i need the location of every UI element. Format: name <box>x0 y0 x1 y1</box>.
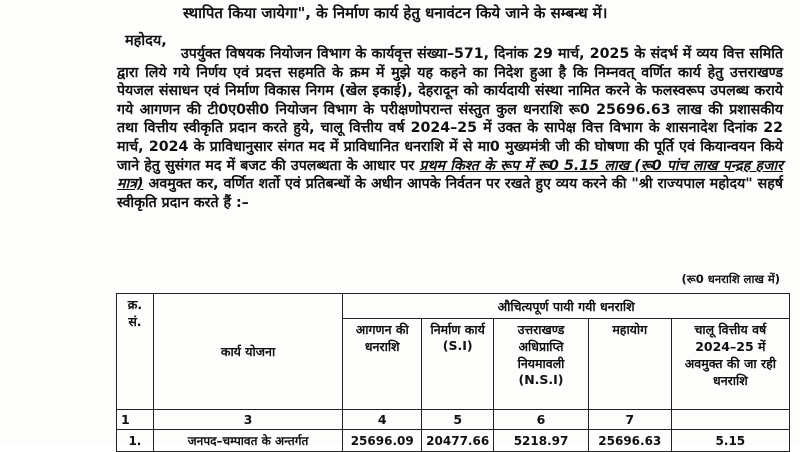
num-col-3: 4 <box>343 410 422 430</box>
header-estimate: आगणन की धनराशि <box>343 319 422 410</box>
header-row-1 <box>117 294 790 319</box>
paragraph-part-1: उपर्युक्त विषयक नियोजन विभाग के कार्यवृत्त संख्या–571, दिनांक 29 मार्च, 2025 के संदर्भ में व्यय वित्त समिति द्वारा लिये गये निर्णय एवं प्रदत्त सहमति के क्रम में मुझे यह कहने का निदेश हुआ है कि निम्नवत् वर्णित कार्य हेतु उत्तराखण्ड पेयजल संसाधन एवं निर्माण विकास निगम (खेल इकाई), देहरादून को कार्यदायी संस्था नामित करने के फलस्वरूप उपलब्ध कराये गये आगणन की टी0ए0सी0 नियोजन विभाग के परीक्षणोपरान्त संस्तुत कुल धनराशि रू0 25696.63 लाख की प्रशासकीय तथा वित्तीय स्वीकृति प्रदान करते हुये, चालू वित्तीय वर्ष 2024–25 में उक्त के सापेक्ष वित्त विभाग के शासनादेश दिनांक 22 मार्च, 2024 के प्राविधानुसार संगत मद में प्राविधानित धनराशि में से मा0 मुख्यमंत्री जी की घोषणा की पूर्ति एवं कियान्वयन किये जाने हेतु सुसंगत मद में बजट की उपलब्धता के आधार पर <box>117 46 783 174</box>
row1-construction: 20477.66 <box>422 430 494 452</box>
table-row <box>117 430 790 452</box>
subject-continuation: स्थापित किया जायेगा", के निर्माण कार्य हेतु धनावंटन किये जाने के सम्बन्ध में। <box>183 4 608 22</box>
row1-released: 5.15 <box>671 430 789 452</box>
num-col-4: 5 <box>422 410 494 430</box>
header-justified-amount: औचित्यपूर्ण पायी गयी धनराशि <box>343 294 790 319</box>
header-construction: निर्माण कार्य (S.I) <box>422 319 494 410</box>
header-released: चालू वित्तीय वर्ष 2024–25 में अवमुक्त की जा रही धनराशि <box>671 319 789 410</box>
num-col-6: 7 <box>588 410 671 430</box>
body-paragraph <box>117 45 783 212</box>
paragraph-emphasis: प्रथम किश्त के रूप में रू0 5.15 लाख (रू0 पांच लाख पन्द्रह हजार मात्र) <box>117 157 783 193</box>
allocation-table <box>116 293 790 452</box>
header-serial: क्र. सं. <box>117 294 154 410</box>
num-col-7 <box>671 410 789 430</box>
num-col-5: 6 <box>494 410 589 430</box>
header-work-plan: कार्य योजना <box>153 294 342 410</box>
header-uk-acquisition: उत्तराखण्ड अधिप्राप्ति नियमावली (N.S.I) <box>494 319 589 410</box>
row1-uk-acquisition: 5218.97 <box>494 430 589 452</box>
row1-estimate: 25696.09 <box>343 430 422 452</box>
row1-work: जनपद–चम्पावत के अन्तर्गत <box>153 430 342 452</box>
row1-total: 25696.63 <box>588 430 671 452</box>
numbering-row <box>117 410 790 430</box>
unit-note: (रू0 धनराशि लाख में) <box>681 272 780 286</box>
num-col-1: 1 <box>117 410 154 430</box>
salutation: महोदय, <box>125 33 167 49</box>
paragraph-part-2: अवमुक्त कर, वर्णित शर्तो एवं प्रतिबन्धों के अधीन आपके निर्वतन पर रखते हुए व्यय करने की "श्री राज्यपाल महोदय" सहर्ष स्वीकृति प्रदान करते हैं :– <box>117 176 783 211</box>
header-total: महायोग <box>588 319 671 410</box>
num-col-2: 3 <box>153 410 342 430</box>
row1-serial: 1. <box>117 430 154 452</box>
